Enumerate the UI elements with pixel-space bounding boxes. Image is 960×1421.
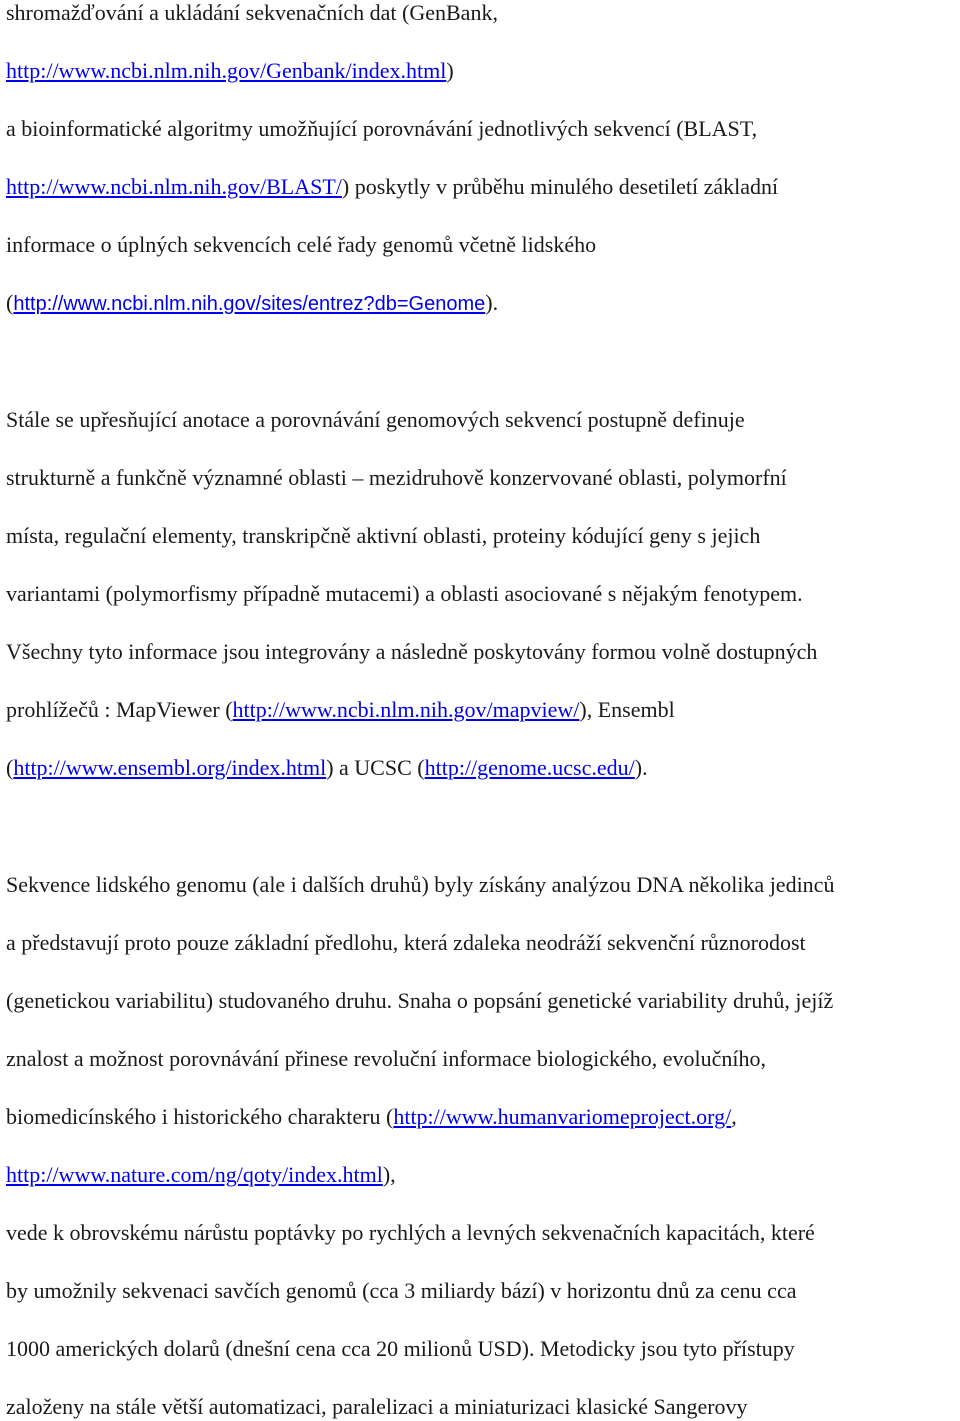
text-line (6, 697, 675, 723)
text-span: ( (6, 290, 14, 315)
blast-link[interactable]: http://www.ncbi.nlm.nih.gov/BLAST/ (6, 174, 342, 199)
mapviewer-link[interactable]: http://www.ncbi.nlm.nih.gov/mapview/ (232, 697, 580, 722)
text-span: Všechny tyto informace jsou integrovány a následně poskytovány formou volně dostupných (6, 639, 818, 664)
text-span: Stále se upřesňující anotace a porovnávání genomových sekvencí postupně definuje (6, 407, 745, 432)
text-line (6, 116, 757, 142)
text-span: ) (446, 58, 454, 83)
entrez-genome-link[interactable]: http://www.ncbi.nlm.nih.gov/sites/entrez?db=Genome (13, 293, 486, 315)
text-span: ( (6, 755, 14, 780)
text-line (6, 755, 648, 781)
text-line (6, 0, 498, 26)
text-line (6, 1104, 737, 1130)
text-line (6, 1336, 795, 1362)
text-span: ), (382, 1162, 396, 1187)
text-span: Sekvence lidského genomu (ale i dalších druhů) byly získány analýzou DNA několika jedinců (6, 872, 835, 897)
text-line (6, 872, 834, 898)
ensembl-link[interactable]: http://www.ensembl.org/index.html (13, 755, 327, 780)
text-span: ) a UCSC ( (326, 755, 425, 780)
text-span: a představují proto pouze základní předlohu, která zdaleka neodráží sekvenční různorodost (6, 930, 806, 955)
text-line (6, 290, 498, 316)
text-span: ), Ensembl (579, 697, 675, 722)
ucsc-link[interactable]: http://genome.ucsc.edu/ (424, 755, 635, 780)
text-line (6, 523, 760, 549)
text-line (6, 465, 787, 491)
text-span: informace o úplných sekvencích celé řady genomů včetně lidského (6, 232, 597, 257)
text-line (6, 639, 817, 665)
text-span: (genetickou variabilitu) studovaného druhu. Snaha o popsání genetické variability druhů, jejíž (6, 988, 834, 1013)
text-line (6, 581, 803, 607)
text-line (6, 1046, 766, 1072)
text-line (6, 988, 833, 1014)
text-span: biomedicínského i historického charakteru ( (6, 1104, 394, 1129)
text-span: variantami (polymorfismy případně mutacemi) a oblasti asociované s nějakým fenotypem. (6, 581, 803, 606)
text-span: založeny na stále větší automatizaci, paralelizaci a miniaturizaci klasické Sangerovy (6, 1394, 748, 1419)
text-line (6, 407, 745, 433)
text-span: místa, regulační elementy, transkripčně aktivní oblasti, proteiny kódující geny s jejich (6, 523, 761, 548)
text-line (6, 232, 596, 258)
text-span: 1000 amerických dolarů (dnešní cena cca 20 milionů USD). Metodicky jsou tyto přístupy (6, 1336, 795, 1361)
text-line (6, 1278, 796, 1304)
text-line (6, 174, 778, 200)
text-line (6, 1220, 815, 1246)
text-span: strukturně a funkčně významné oblasti – mezidruhově konzervované oblasti, polymorfní (6, 465, 787, 490)
text-span: ). (634, 755, 648, 780)
text-span: shromažďování a ukládání sekvenačních dat (GenBank, (6, 0, 498, 25)
text-span: znalost a možnost porovnávání přinese revoluční informace biologického, evolučního, (6, 1046, 766, 1071)
text-span: a bioinformatické algoritmy umožňující porovnávání jednotlivých sekvencí (BLAST, (6, 116, 758, 141)
text-line (6, 58, 454, 84)
text-span: prohlížečů : MapViewer ( (6, 697, 233, 722)
nature-link[interactable]: http://www.nature.com/ng/qoty/index.html (6, 1162, 383, 1187)
text-line (6, 930, 806, 956)
text-span: by umožnily sekvenaci savčích genomů (cca 3 miliardy bází) v horizontu dnů za cenu cca (6, 1278, 797, 1303)
text-span: , (731, 1104, 737, 1129)
text-line (6, 1162, 396, 1188)
text-span: ). (485, 290, 499, 315)
text-span: ) poskytly v průběhu minulého desetiletí základní (341, 174, 779, 199)
humanvariome-link[interactable]: http://www.humanvariomeproject.org/ (393, 1104, 732, 1129)
text-span: vede k obrovskému nárůstu poptávky po rychlých a levných sekvenačních kapacitách, které (6, 1220, 815, 1245)
text-line (6, 1394, 748, 1420)
genbank-link[interactable]: http://www.ncbi.nlm.nih.gov/Genbank/index.html (6, 58, 447, 83)
